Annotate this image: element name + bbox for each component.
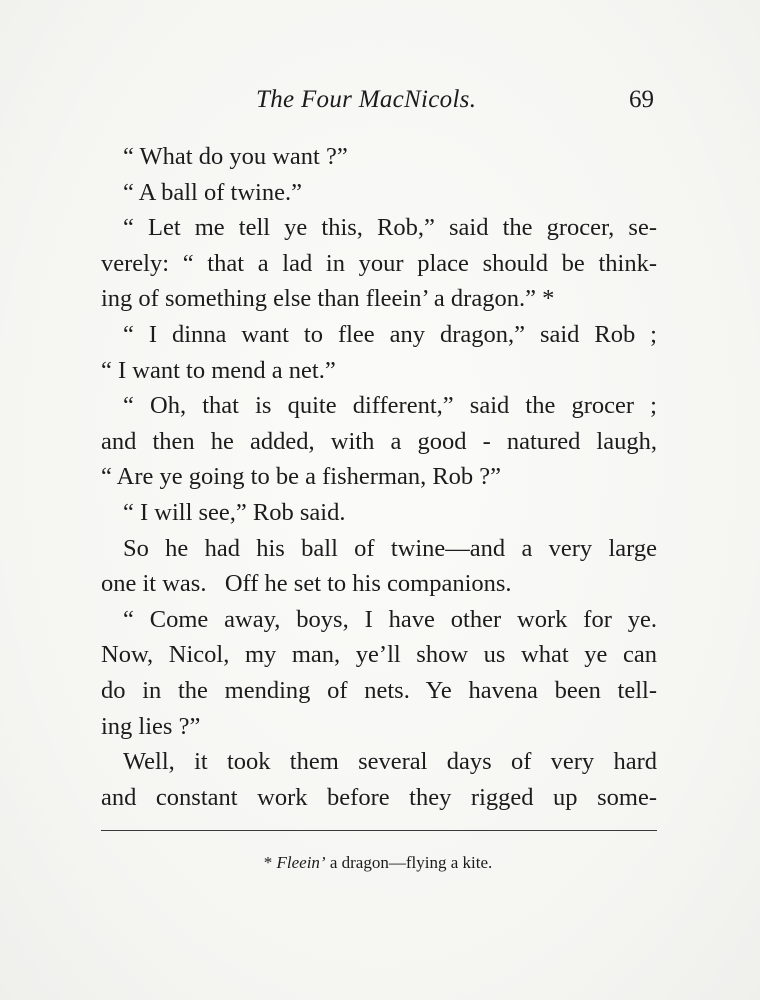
footnote-rule [101, 830, 657, 831]
text-line: ing of something else than fleein’ a dragon.” * [101, 285, 555, 313]
text-line: ing lies ?” [101, 712, 201, 740]
text-line: and then he added, with a good - natured laugh, [101, 427, 657, 455]
text-line: verely: “ that a lad in your place should be think- [101, 249, 657, 277]
page-number: 69 [629, 86, 654, 113]
text-line: “ What do you want ?” [123, 143, 348, 170]
text-line: “ Come away, boys, I have other work for ye. [123, 605, 657, 633]
footnote-term: Fleein’ [276, 853, 326, 872]
text-line: do in the mending of nets. Ye havena been tell- [101, 676, 657, 704]
text-line: “ I dinna want to flee any dragon,” said Rob ; [123, 320, 657, 348]
body-text [101, 139, 657, 815]
text-line: Well, it took them several days of very hard [123, 748, 657, 776]
footnote-marker: * [263, 853, 277, 872]
text-line: “ Oh, that is quite different,” said the grocer ; [123, 392, 657, 420]
text-line: one it was. Off he set to his companions. [101, 570, 512, 598]
text-line: “ Let me tell ye this, Rob,” said the grocer, se- [123, 214, 657, 242]
running-title: The Four MacNicols. [256, 86, 477, 113]
running-head [100, 86, 656, 120]
footnote [100, 853, 656, 873]
footnote-definition: a dragon—flying a kite. [325, 853, 493, 872]
text-line: “ I will see,” Rob said. [123, 498, 346, 526]
text-line: “ I want to mend a net.” [101, 356, 336, 384]
text-line: “ A ball of twine.” [123, 178, 302, 206]
text-line: and constant work before they rigged up some- [101, 783, 657, 811]
text-line: “ Are ye going to be a fisherman, Rob ?” [101, 463, 502, 491]
text-line: Now, Nicol, my man, ye’ll show us what ye can [101, 641, 657, 669]
text-line: So he had his ball of twine—and a very large [123, 534, 657, 562]
